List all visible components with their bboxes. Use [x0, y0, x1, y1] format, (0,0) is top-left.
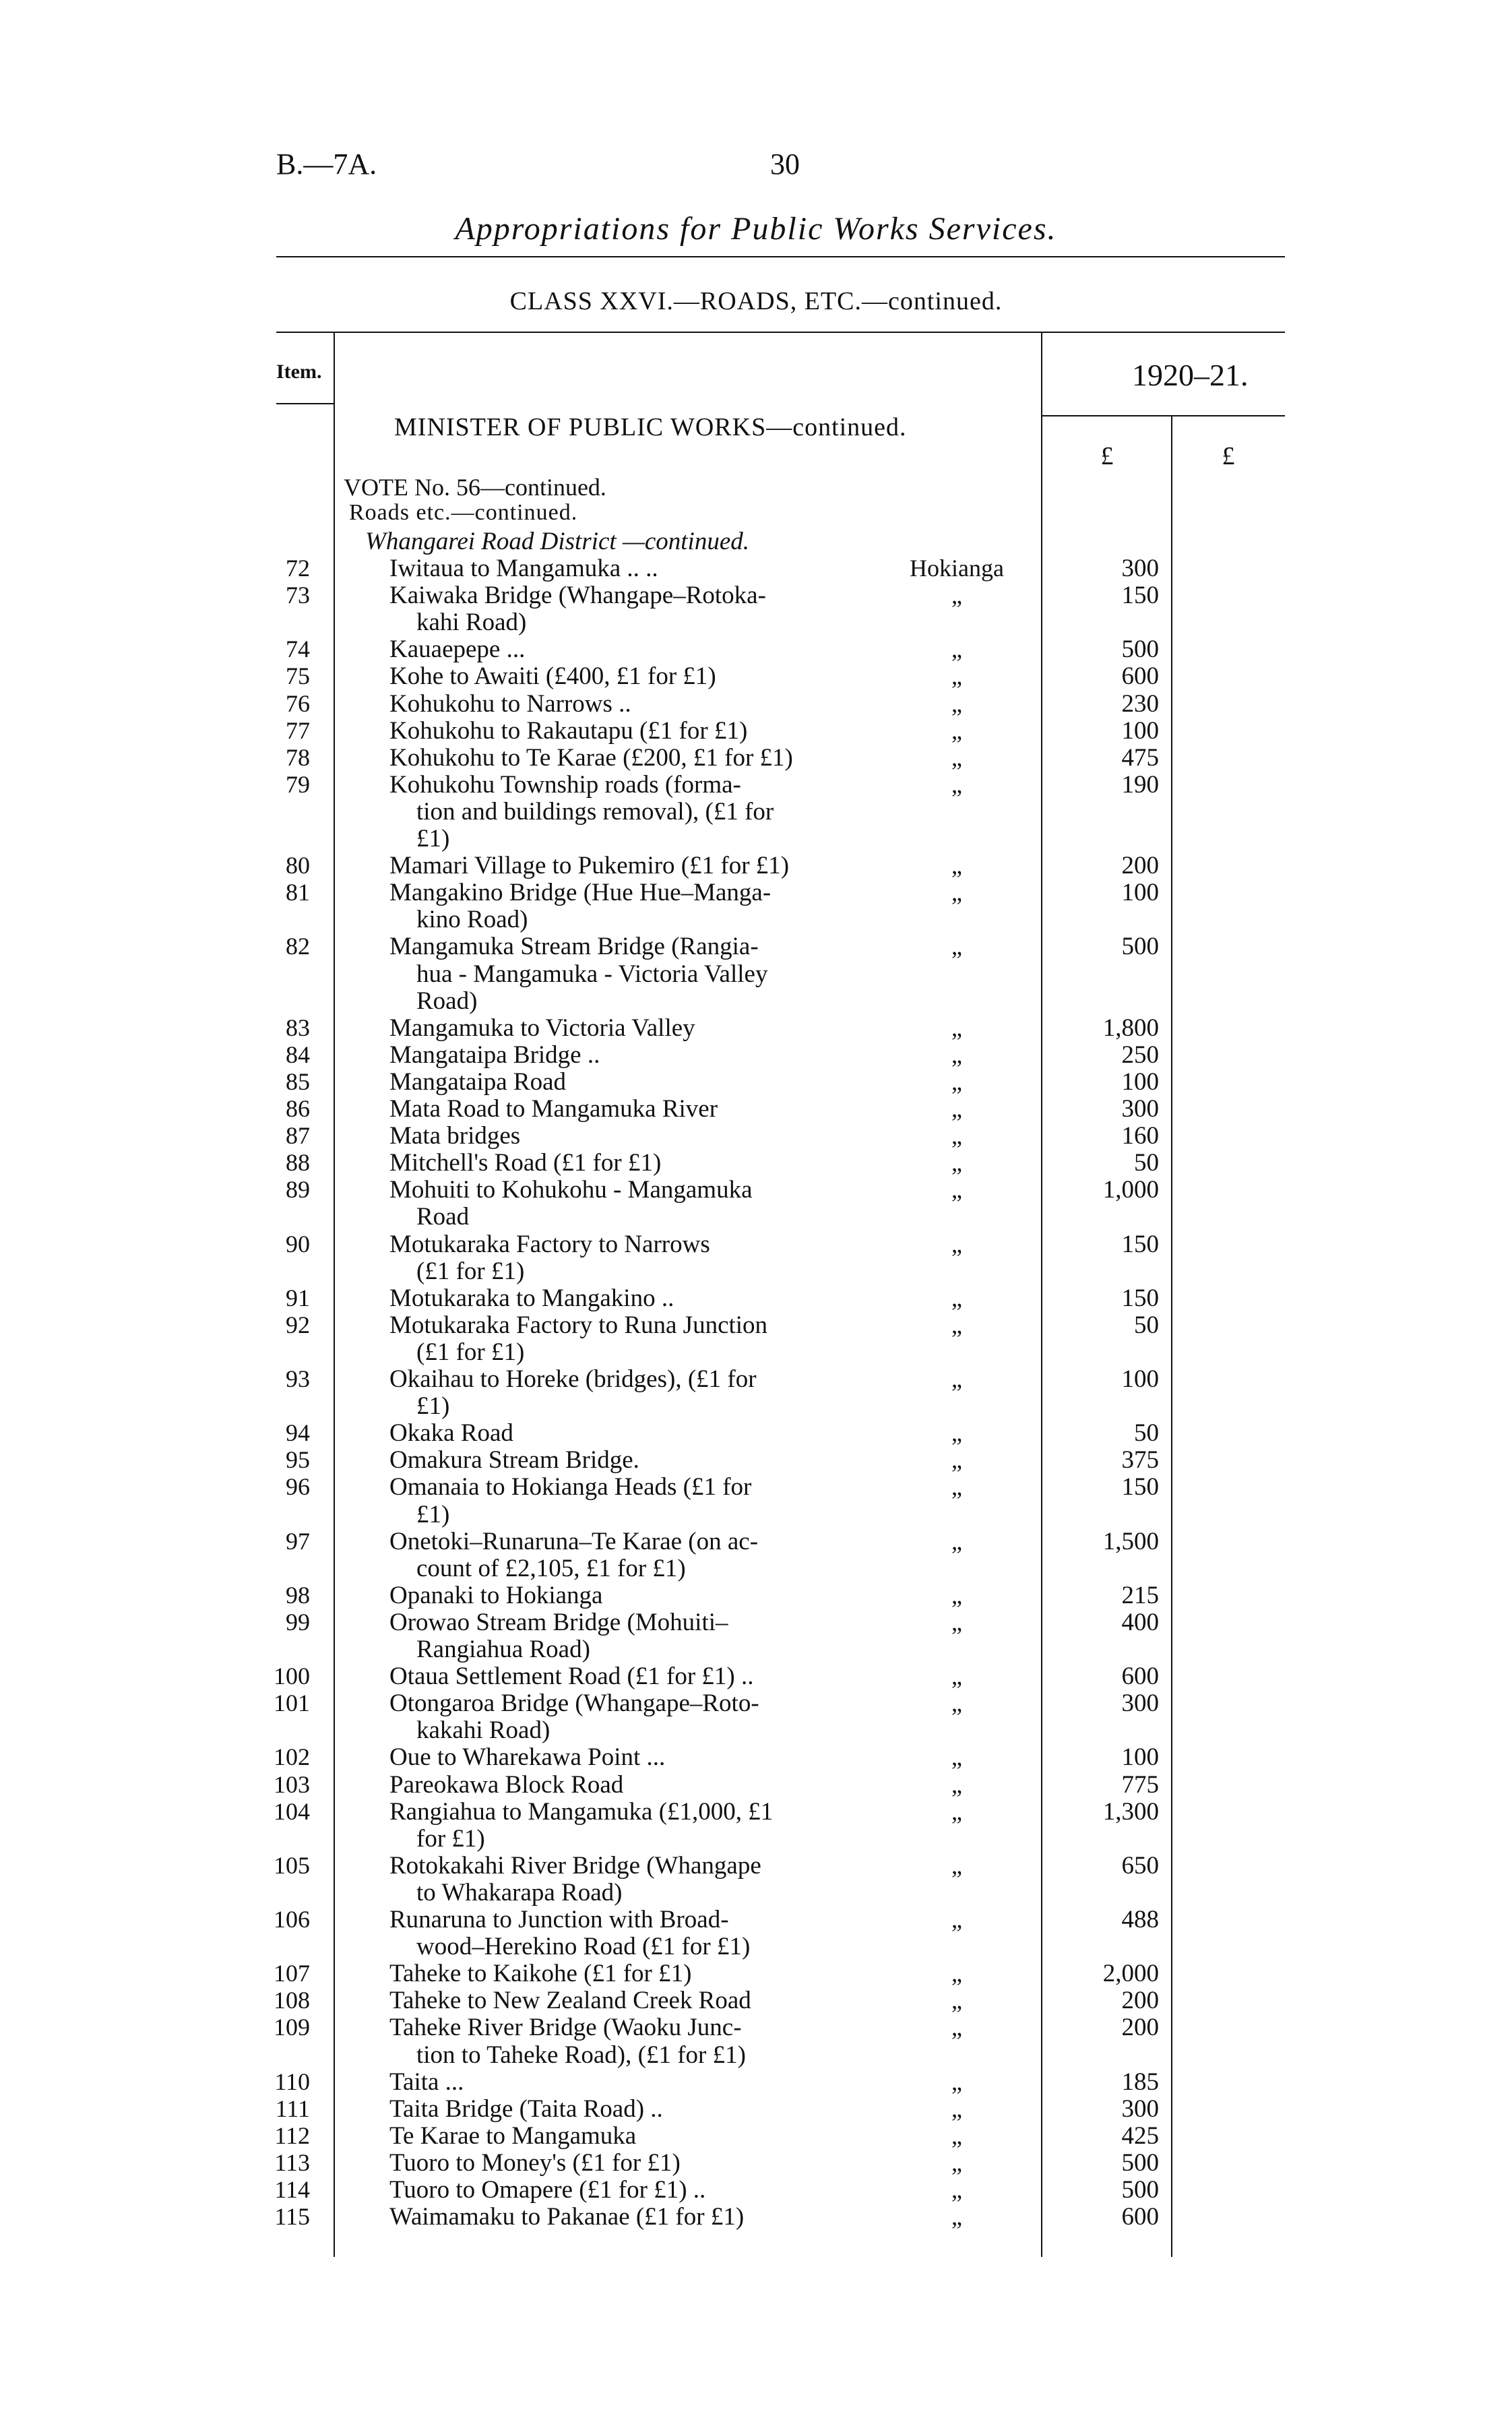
- item-number: 90: [286, 1230, 310, 1258]
- item-description: Rotokakahi River Bridge (Whangape: [389, 1851, 761, 1880]
- item-column-divider: [334, 333, 335, 2257]
- amount-column-divider: [1171, 415, 1172, 2257]
- item-description: Kohe to Awaiti (£400, £1 for £1): [389, 662, 716, 691]
- county-name: „: [951, 2176, 962, 2203]
- item-number: 75: [286, 662, 310, 690]
- item-description: Otongaroa Bridge (Whangape–Roto-: [389, 1689, 759, 1718]
- item-number: 113: [274, 2148, 310, 2176]
- pound-sign-1: £: [1100, 442, 1114, 470]
- item-description: tion to Taheke Road), (£1 for £1): [416, 2041, 746, 2069]
- item-description: Road: [416, 1203, 470, 1231]
- county-name: „: [951, 2121, 962, 2149]
- county-name: „: [951, 852, 962, 879]
- appropriation-amount: 650: [1121, 1851, 1159, 1880]
- item-number: 96: [286, 1473, 310, 1501]
- roads-heading: Roads etc.—continued.: [349, 500, 578, 525]
- county-name: „: [951, 933, 962, 960]
- county-name: „: [951, 1906, 962, 1933]
- item-description: Waimamaku to Pakanae (£1 for £1): [389, 2203, 745, 2231]
- item-number: 92: [286, 1311, 310, 1338]
- title-rule: [276, 256, 1285, 257]
- item-number: 89: [286, 1176, 310, 1204]
- item-number: 86: [286, 1095, 310, 1122]
- item-number: 80: [286, 852, 310, 879]
- item-description: Iwitaua to Mangamuka .. ..: [389, 555, 658, 582]
- item-description: Motukaraka Factory to Runa Junction: [389, 1311, 768, 1339]
- item-number: 108: [274, 1987, 310, 2014]
- appropriation-amount: 100: [1121, 1365, 1159, 1393]
- item-description: Te Karae to Mangamuka: [389, 2121, 637, 2150]
- item-description: for £1): [416, 1824, 485, 1853]
- county-name: „: [951, 1149, 962, 1177]
- appropriation-amount: 100: [1121, 1743, 1159, 1772]
- pound-sign-2: £: [1222, 442, 1235, 470]
- item-number: 114: [274, 2176, 310, 2203]
- item-description: Mangataipa Road: [389, 1067, 566, 1096]
- item-description: Mangataipa Bridge ..: [389, 1041, 600, 1069]
- item-number: 78: [286, 743, 310, 771]
- county-name: „: [951, 1041, 962, 1068]
- item-description: Motukaraka Factory to Narrows: [389, 1230, 710, 1258]
- county-name: „: [951, 1689, 962, 1717]
- county-name: „: [951, 1284, 962, 1311]
- item-description: wood–Herekino Road (£1 for £1): [416, 1933, 751, 1961]
- item-number: 101: [274, 1689, 310, 1717]
- item-number: 81: [286, 879, 310, 906]
- item-number: 82: [286, 933, 310, 960]
- item-description: Onetoki–Runaruna–Te Karae (on ac-: [389, 1527, 759, 1555]
- county-name: „: [951, 662, 962, 690]
- appropriation-amount: 300: [1121, 555, 1159, 582]
- appropriation-amount: 100: [1121, 716, 1159, 745]
- item-description: Kauaepepe ...: [389, 635, 526, 664]
- page-number: 30: [770, 148, 800, 181]
- appropriation-amount: 775: [1121, 1770, 1159, 1799]
- vote-heading: VOTE No. 56—continued.: [344, 474, 606, 501]
- item-description: £1): [416, 1392, 450, 1421]
- item-number: 98: [286, 1581, 310, 1609]
- appropriation-amount: 1,000: [1102, 1176, 1159, 1204]
- item-number: 77: [286, 716, 310, 744]
- county-name: „: [951, 1960, 962, 1987]
- item-number: 85: [286, 1067, 310, 1095]
- county-name: „: [951, 582, 962, 609]
- appropriation-amount: 500: [1121, 2148, 1159, 2177]
- county-name: „: [951, 879, 962, 906]
- appropriation-amount: 215: [1121, 1581, 1159, 1609]
- appropriation-amount: 200: [1121, 2014, 1159, 2042]
- appropriation-amount: 300: [1121, 1689, 1159, 1718]
- appropriation-amount: 150: [1121, 582, 1159, 610]
- item-description: tion and buildings removal), (£1 for: [416, 797, 774, 826]
- item-description: kakahi Road): [416, 1716, 550, 1745]
- item-description: to Whakarapa Road): [416, 1878, 623, 1906]
- item-description: Taita ...: [389, 2068, 464, 2096]
- item-number: 100: [274, 1663, 310, 1690]
- county-name: „: [951, 1473, 962, 1501]
- item-number: 112: [274, 2121, 310, 2149]
- item-description: kahi Road): [416, 609, 527, 637]
- appropriation-amount: 200: [1121, 852, 1159, 880]
- class-subtitle: CLASS XXVI.—ROADS, ETC.—continued.: [509, 287, 1003, 315]
- page-title: Appropriations for Public Works Services.: [455, 211, 1057, 247]
- appropriation-amount: 230: [1121, 689, 1159, 718]
- county-name: „: [951, 2148, 962, 2176]
- item-description: Kohukohu Township roads (forma-: [389, 770, 741, 799]
- item-description: hua - Mangamuka - Victoria Valley: [416, 960, 768, 988]
- appropriation-amount: 200: [1121, 1987, 1159, 2015]
- appropriation-amount: 1,800: [1102, 1014, 1159, 1042]
- county-name: „: [951, 1014, 962, 1041]
- item-description: Mamari Village to Pukemiro (£1 for £1): [389, 852, 790, 880]
- item-number: 107: [274, 1960, 310, 1987]
- appropriation-amount: 150: [1121, 1230, 1159, 1258]
- item-number: 105: [274, 1851, 310, 1879]
- appropriation-amount: 400: [1121, 1608, 1159, 1636]
- appropriation-amount: 1,300: [1102, 1797, 1159, 1826]
- item-description: Okaihau to Horeke (bridges), (£1 for: [389, 1365, 757, 1393]
- item-description: Mohuiti to Kohukohu - Mangamuka: [389, 1176, 753, 1204]
- item-description: Rangiahua to Mangamuka (£1,000, £1: [389, 1797, 774, 1826]
- header-top-rule: [276, 332, 1285, 333]
- county-name: „: [951, 1770, 962, 1798]
- item-description: Tuoro to Omapere (£1 for £1) ..: [389, 2176, 706, 2204]
- item-description: Mata bridges: [389, 1122, 521, 1150]
- county-name: „: [951, 635, 962, 663]
- item-description: £1): [416, 1500, 450, 1528]
- item-number: 106: [274, 1906, 310, 1933]
- county-name: „: [951, 1987, 962, 2014]
- county-name: „: [951, 1797, 962, 1825]
- item-description: Taheke to New Zealand Creek Road: [389, 1987, 751, 2015]
- item-number: 103: [274, 1770, 310, 1798]
- description-column-divider: [1041, 333, 1042, 2257]
- county-name: „: [951, 1743, 962, 1771]
- county-name: „: [951, 1527, 962, 1555]
- item-description: Taheke River Bridge (Waoku Junc-: [389, 2014, 742, 2042]
- item-description: Okaka Road: [389, 1419, 513, 1448]
- item-description: count of £2,105, £1 for £1): [416, 1554, 686, 1582]
- item-column-header: Item.: [276, 361, 322, 383]
- county-name: „: [951, 1122, 962, 1150]
- item-number: 115: [274, 2203, 310, 2231]
- item-description: kino Road): [416, 906, 528, 934]
- item-description: Oue to Wharekawa Point ...: [389, 1743, 666, 1772]
- appropriation-amount: 250: [1121, 1041, 1159, 1069]
- year-header-rule: [1041, 415, 1285, 416]
- appropriation-amount: 500: [1121, 2176, 1159, 2204]
- item-description: (£1 for £1): [416, 1257, 525, 1285]
- item-description: Otaua Settlement Road (£1 for £1) ..: [389, 1663, 754, 1691]
- appropriation-amount: 600: [1121, 1663, 1159, 1691]
- item-description: Kohukohu to Te Karae (£200, £1 for £1): [389, 743, 793, 772]
- item-description: Mangakino Bridge (Hue Hue–Manga-: [389, 879, 771, 907]
- appropriation-amount: 150: [1121, 1473, 1159, 1501]
- appropriation-amount: 100: [1121, 879, 1159, 907]
- item-description: Omanaia to Hokianga Heads (£1 for: [389, 1473, 752, 1501]
- item-description: (£1 for £1): [416, 1338, 525, 1366]
- item-description: Tuoro to Money's (£1 for £1): [389, 2148, 681, 2177]
- item-description: Taita Bridge (Taita Road) ..: [389, 2095, 663, 2123]
- item-description: Road): [416, 987, 478, 1015]
- appropriation-amount: 185: [1121, 2068, 1159, 2096]
- item-description: Rangiahua Road): [416, 1636, 590, 1663]
- county-name: „: [951, 2068, 962, 2095]
- item-description: Taheke to Kaikohe (£1 for £1): [389, 1960, 692, 1988]
- appropriation-amount: 190: [1121, 770, 1159, 799]
- item-description: Mitchell's Road (£1 for £1): [389, 1149, 662, 1177]
- county-name: „: [951, 770, 962, 798]
- county-name: „: [951, 1419, 962, 1447]
- appropriation-amount: 500: [1121, 635, 1159, 664]
- item-number: 111: [275, 2095, 310, 2122]
- item-number: 73: [286, 582, 310, 609]
- item-number: 93: [286, 1365, 310, 1392]
- county-name: „: [951, 1176, 962, 1204]
- item-number: 91: [286, 1284, 310, 1311]
- item-description: Pareokawa Block Road: [389, 1770, 624, 1799]
- appropriation-amount: 488: [1121, 1906, 1159, 1933]
- appropriation-amount: 50: [1134, 1419, 1159, 1448]
- appropriation-amount: 475: [1121, 743, 1159, 772]
- county-name: „: [951, 1851, 962, 1879]
- item-description: Kohukohu to Narrows ..: [389, 689, 631, 718]
- item-description: Motukaraka to Mangakino ..: [389, 1284, 674, 1312]
- county-name: „: [951, 1067, 962, 1095]
- appropriation-amount: 160: [1121, 1122, 1159, 1150]
- item-number: 97: [286, 1527, 310, 1555]
- county-name: „: [951, 1230, 962, 1258]
- item-number: 87: [286, 1122, 310, 1150]
- appropriation-amount: 1,500: [1102, 1527, 1159, 1555]
- appropriation-amount: 600: [1121, 2203, 1159, 2231]
- appropriation-amount: 150: [1121, 1284, 1159, 1312]
- item-description: Kohukohu to Rakautapu (£1 for £1): [389, 716, 748, 745]
- county-name: „: [951, 1365, 962, 1392]
- year-column-header: 1920–21.: [1132, 358, 1249, 392]
- item-description: Runaruna to Junction with Broad-: [389, 1906, 729, 1933]
- item-number: 88: [286, 1149, 310, 1177]
- county-name: „: [951, 2095, 962, 2122]
- appropriation-amount: 375: [1121, 1446, 1159, 1475]
- item-number: 79: [286, 770, 310, 798]
- item-number: 95: [286, 1446, 310, 1474]
- county-name: „: [951, 716, 962, 744]
- appropriation-amount: 300: [1121, 2095, 1159, 2123]
- county-name: „: [951, 2203, 962, 2231]
- item-description: Mangamuka Stream Bridge (Rangia-: [389, 933, 759, 961]
- item-number: 72: [286, 555, 310, 582]
- appropriation-amount: 100: [1121, 1067, 1159, 1096]
- county-name: „: [951, 1581, 962, 1609]
- appropriation-amount: 425: [1121, 2121, 1159, 2150]
- county-name: „: [951, 1446, 962, 1474]
- district-heading: Whangarei Road District —continued.: [365, 528, 750, 555]
- item-number: 76: [286, 689, 310, 717]
- section-heading: MINISTER OF PUBLIC WORKS—continued.: [394, 413, 907, 441]
- appropriation-amount: 2,000: [1102, 1960, 1159, 1988]
- county-name: „: [951, 1608, 962, 1636]
- county-name: „: [951, 689, 962, 717]
- county-name: „: [951, 1095, 962, 1122]
- item-description: Orowao Stream Bridge (Mohuiti–: [389, 1608, 728, 1636]
- item-number: 110: [274, 2068, 310, 2095]
- item-header-rule: [276, 403, 334, 404]
- appropriation-amount: 300: [1121, 1095, 1159, 1123]
- item-description: Mangamuka to Victoria Valley: [389, 1014, 695, 1042]
- item-description: Kaiwaka Bridge (Whangape–Rotoka-: [389, 582, 766, 610]
- appropriation-amount: 500: [1121, 933, 1159, 961]
- item-number: 99: [286, 1608, 310, 1636]
- item-number: 84: [286, 1041, 310, 1068]
- appropriation-amount: 600: [1121, 662, 1159, 691]
- item-description: Opanaki to Hokianga: [389, 1581, 603, 1609]
- county-name: „: [951, 743, 962, 771]
- county-name: „: [951, 2014, 962, 2041]
- item-number: 94: [286, 1419, 310, 1447]
- appropriation-amount: 50: [1134, 1149, 1159, 1177]
- item-number: 104: [274, 1797, 310, 1825]
- item-number: 83: [286, 1014, 310, 1041]
- county-name: Hokianga: [910, 555, 1004, 582]
- document-reference: B.—7A.: [276, 148, 377, 181]
- item-number: 102: [274, 1743, 310, 1771]
- county-name: „: [951, 1311, 962, 1338]
- item-description: Omakura Stream Bridge.: [389, 1446, 639, 1475]
- item-number: 109: [274, 2014, 310, 2041]
- item-description: £1): [416, 825, 450, 852]
- county-name: „: [951, 1663, 962, 1690]
- item-description: Mata Road to Mangamuka River: [389, 1095, 718, 1123]
- item-number: 74: [286, 635, 310, 663]
- appropriation-amount: 50: [1134, 1311, 1159, 1339]
